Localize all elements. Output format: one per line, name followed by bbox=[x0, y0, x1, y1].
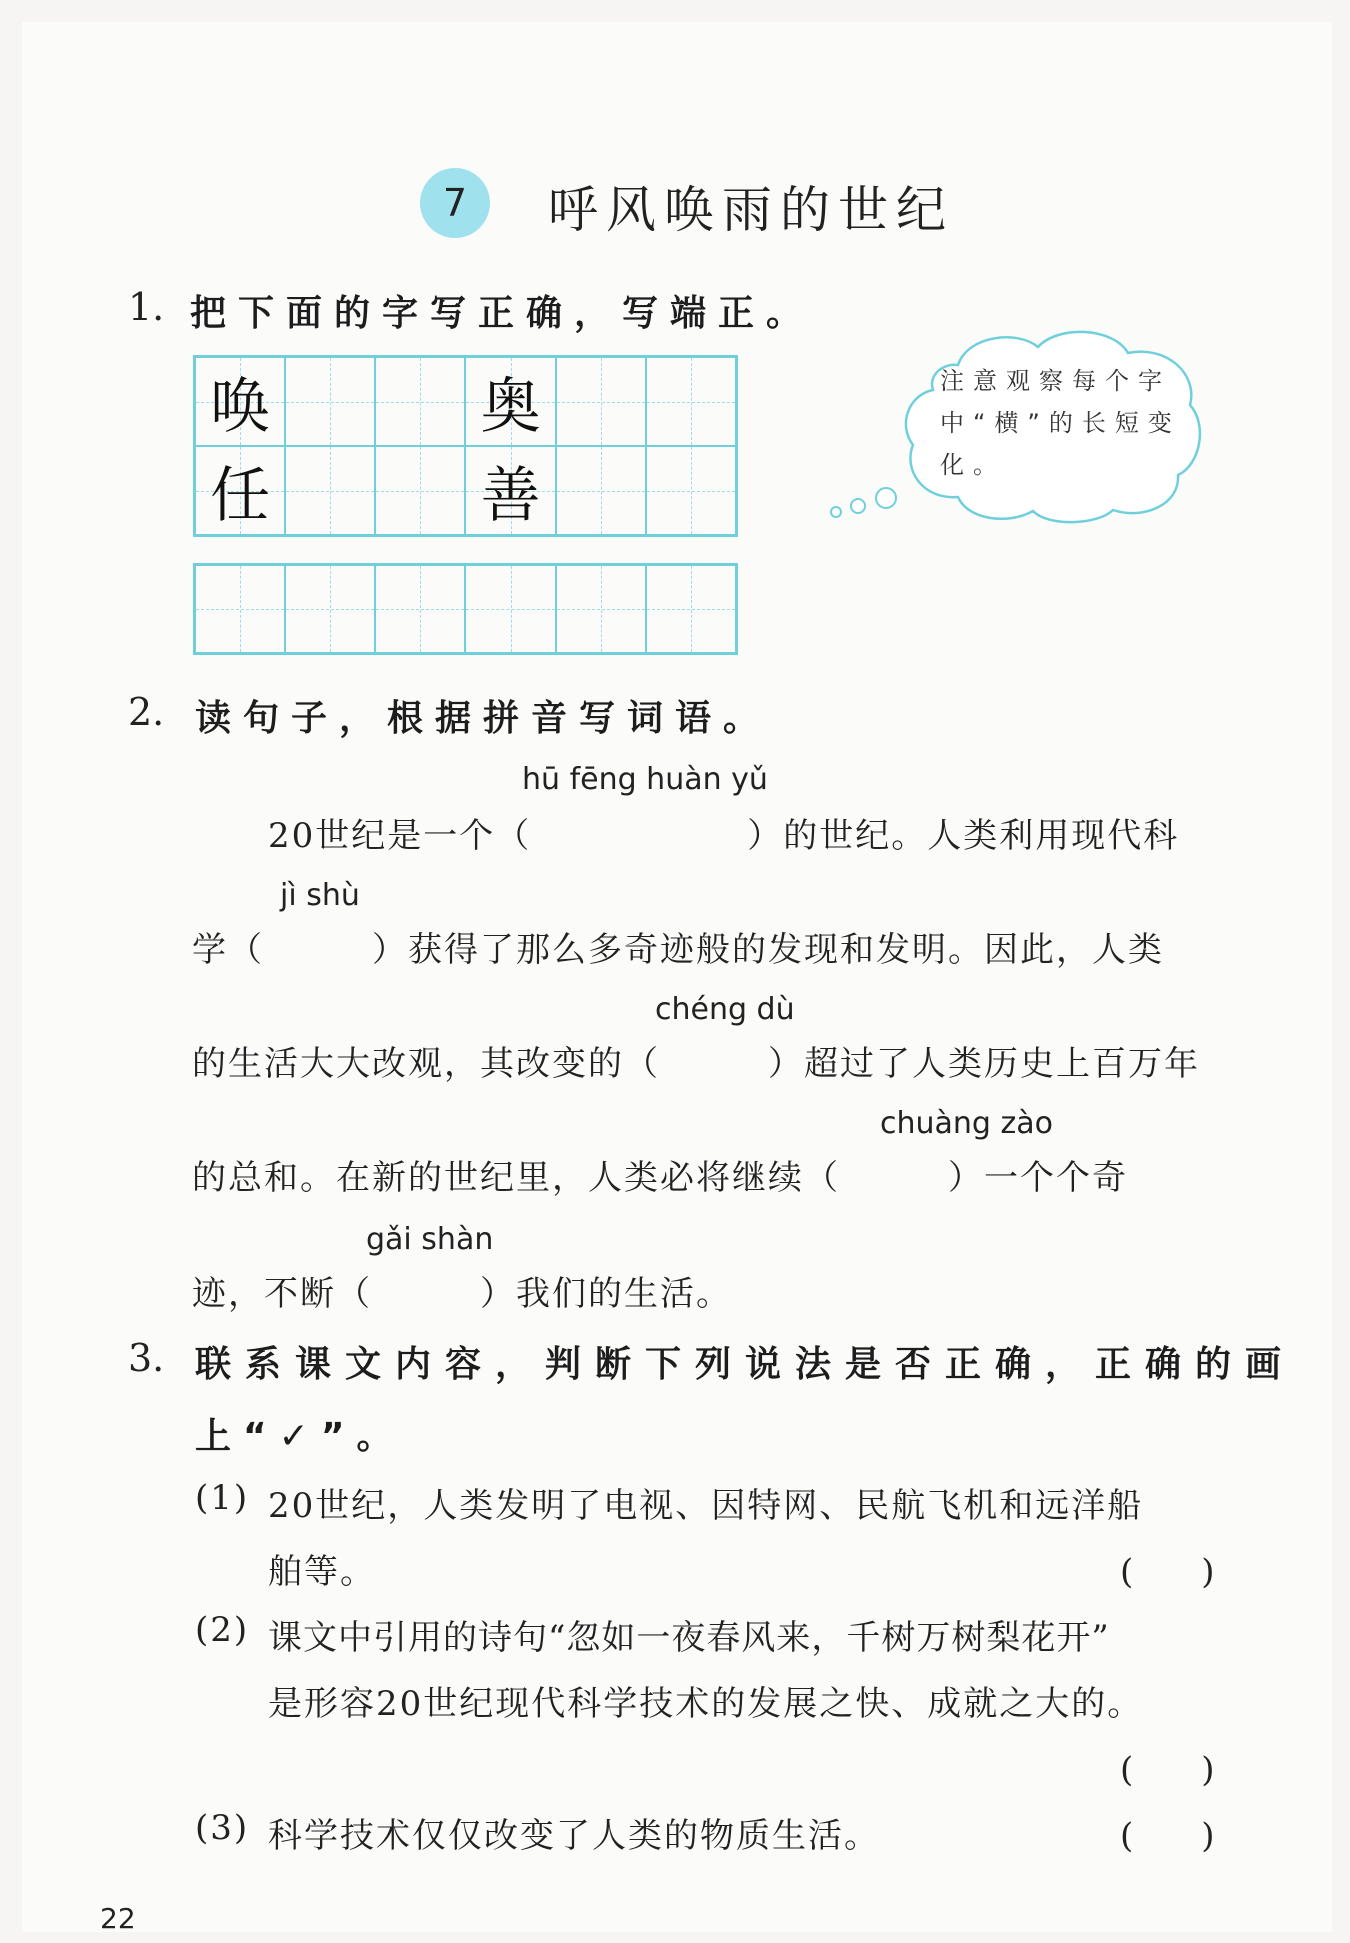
q2-number: 2. bbox=[128, 690, 165, 734]
q3-item-1-answer[interactable]: ( ) bbox=[1120, 1552, 1215, 1592]
grid-cell bbox=[195, 446, 285, 535]
pinyin-5: gǎi shàn bbox=[366, 1222, 494, 1257]
page-number: 22 bbox=[100, 1902, 136, 1935]
q3-item-2-text: 课文中引用的诗句“忽如一夜春风来，千树万树梨花开” bbox=[268, 1618, 1110, 1658]
q3-item-1-text: 20世纪，人类发明了电视、因特网、民航飞机和远洋船 bbox=[268, 1486, 1144, 1526]
writing-grid-2 bbox=[193, 563, 738, 655]
grid-cell[interactable] bbox=[195, 565, 285, 653]
model-char: 善 bbox=[480, 460, 541, 531]
q2-line-4: 的总和。在新的世纪里，人类必将继续（ ）一个个奇 bbox=[192, 1158, 1128, 1198]
thought-bubble-dots-icon bbox=[828, 482, 918, 522]
q3-item-3-text: 科学技术仅仅改变了人类的物质生活。 bbox=[268, 1816, 880, 1856]
q2-line-2: 学（ ）获得了那么多奇迹般的发现和发明。因此，人类 bbox=[192, 930, 1164, 970]
writing-tip: 注意观察每个字中“横”的长短变化。 bbox=[940, 367, 1181, 479]
pinyin-1: hū fēng huàn yǔ bbox=[522, 762, 768, 797]
model-char: 奥 bbox=[480, 371, 541, 442]
grid-cell bbox=[465, 446, 555, 535]
q2-line-1: 20世纪是一个（ ）的世纪。人类利用现代科 bbox=[268, 816, 1180, 856]
q1-number: 1. bbox=[128, 285, 165, 329]
q3-item-3-answer[interactable]: ( ) bbox=[1120, 1816, 1215, 1856]
q3-item-2-label: (2) bbox=[195, 1610, 250, 1650]
q2-line-5: 迹，不断（ ）我们的生活。 bbox=[192, 1274, 732, 1314]
q3-item-1-label: (1) bbox=[195, 1478, 250, 1518]
grid-cell[interactable] bbox=[375, 446, 465, 535]
pinyin-3: chéng dù bbox=[655, 992, 795, 1027]
q1-heading-text: 把下面的字写正确，写端正。 bbox=[190, 293, 815, 334]
q3-item-2-answer[interactable]: ( ) bbox=[1120, 1750, 1215, 1790]
pinyin-2: jì shù bbox=[280, 878, 360, 913]
model-char: 任 bbox=[210, 460, 271, 531]
grid-cell[interactable] bbox=[556, 565, 646, 653]
q3-heading bbox=[128, 1336, 164, 1380]
grid-cell[interactable] bbox=[646, 565, 736, 653]
writing-grid-1 bbox=[193, 355, 738, 537]
grid-cell[interactable] bbox=[646, 446, 736, 535]
grid-cell bbox=[195, 357, 285, 446]
q3-number: 3. bbox=[128, 1336, 165, 1380]
q3-item-1-text-cont: 舶等。 bbox=[268, 1552, 376, 1592]
grid-cell[interactable] bbox=[285, 565, 375, 653]
pinyin-4: chuàng zào bbox=[880, 1106, 1053, 1141]
q1-heading bbox=[128, 285, 164, 329]
q2-heading bbox=[128, 690, 164, 734]
grid-cell[interactable] bbox=[556, 446, 646, 535]
q2-heading-text: 读句子，根据拼音写词语。 bbox=[195, 698, 772, 739]
q2-line-3: 的生活大大改观，其改变的（ ）超过了人类历史上百万年 bbox=[192, 1044, 1200, 1084]
lesson-number: 7 bbox=[442, 181, 468, 225]
grid-cell[interactable] bbox=[646, 357, 736, 446]
grid-cell[interactable] bbox=[556, 357, 646, 446]
q3-heading-line-2: 上“✓”。 bbox=[195, 1416, 405, 1457]
grid-cell[interactable] bbox=[285, 446, 375, 535]
grid-cell[interactable] bbox=[375, 357, 465, 446]
model-char: 唤 bbox=[210, 371, 271, 442]
grid-cell[interactable] bbox=[375, 565, 465, 653]
q3-item-3-label: (3) bbox=[195, 1808, 250, 1848]
lesson-number-badge bbox=[420, 168, 490, 238]
q3-item-2-text-cont: 是形容20世纪现代科学技术的发展之快、成就之大的。 bbox=[268, 1684, 1144, 1724]
grid-cell[interactable] bbox=[465, 565, 555, 653]
grid-cell[interactable] bbox=[285, 357, 375, 446]
q3-heading-line-1: 联系课文内容，判断下列说法是否正确，正确的画 bbox=[195, 1344, 1296, 1385]
lesson-title: 呼风唤雨的世纪 bbox=[548, 181, 954, 239]
grid-cell bbox=[465, 357, 555, 446]
